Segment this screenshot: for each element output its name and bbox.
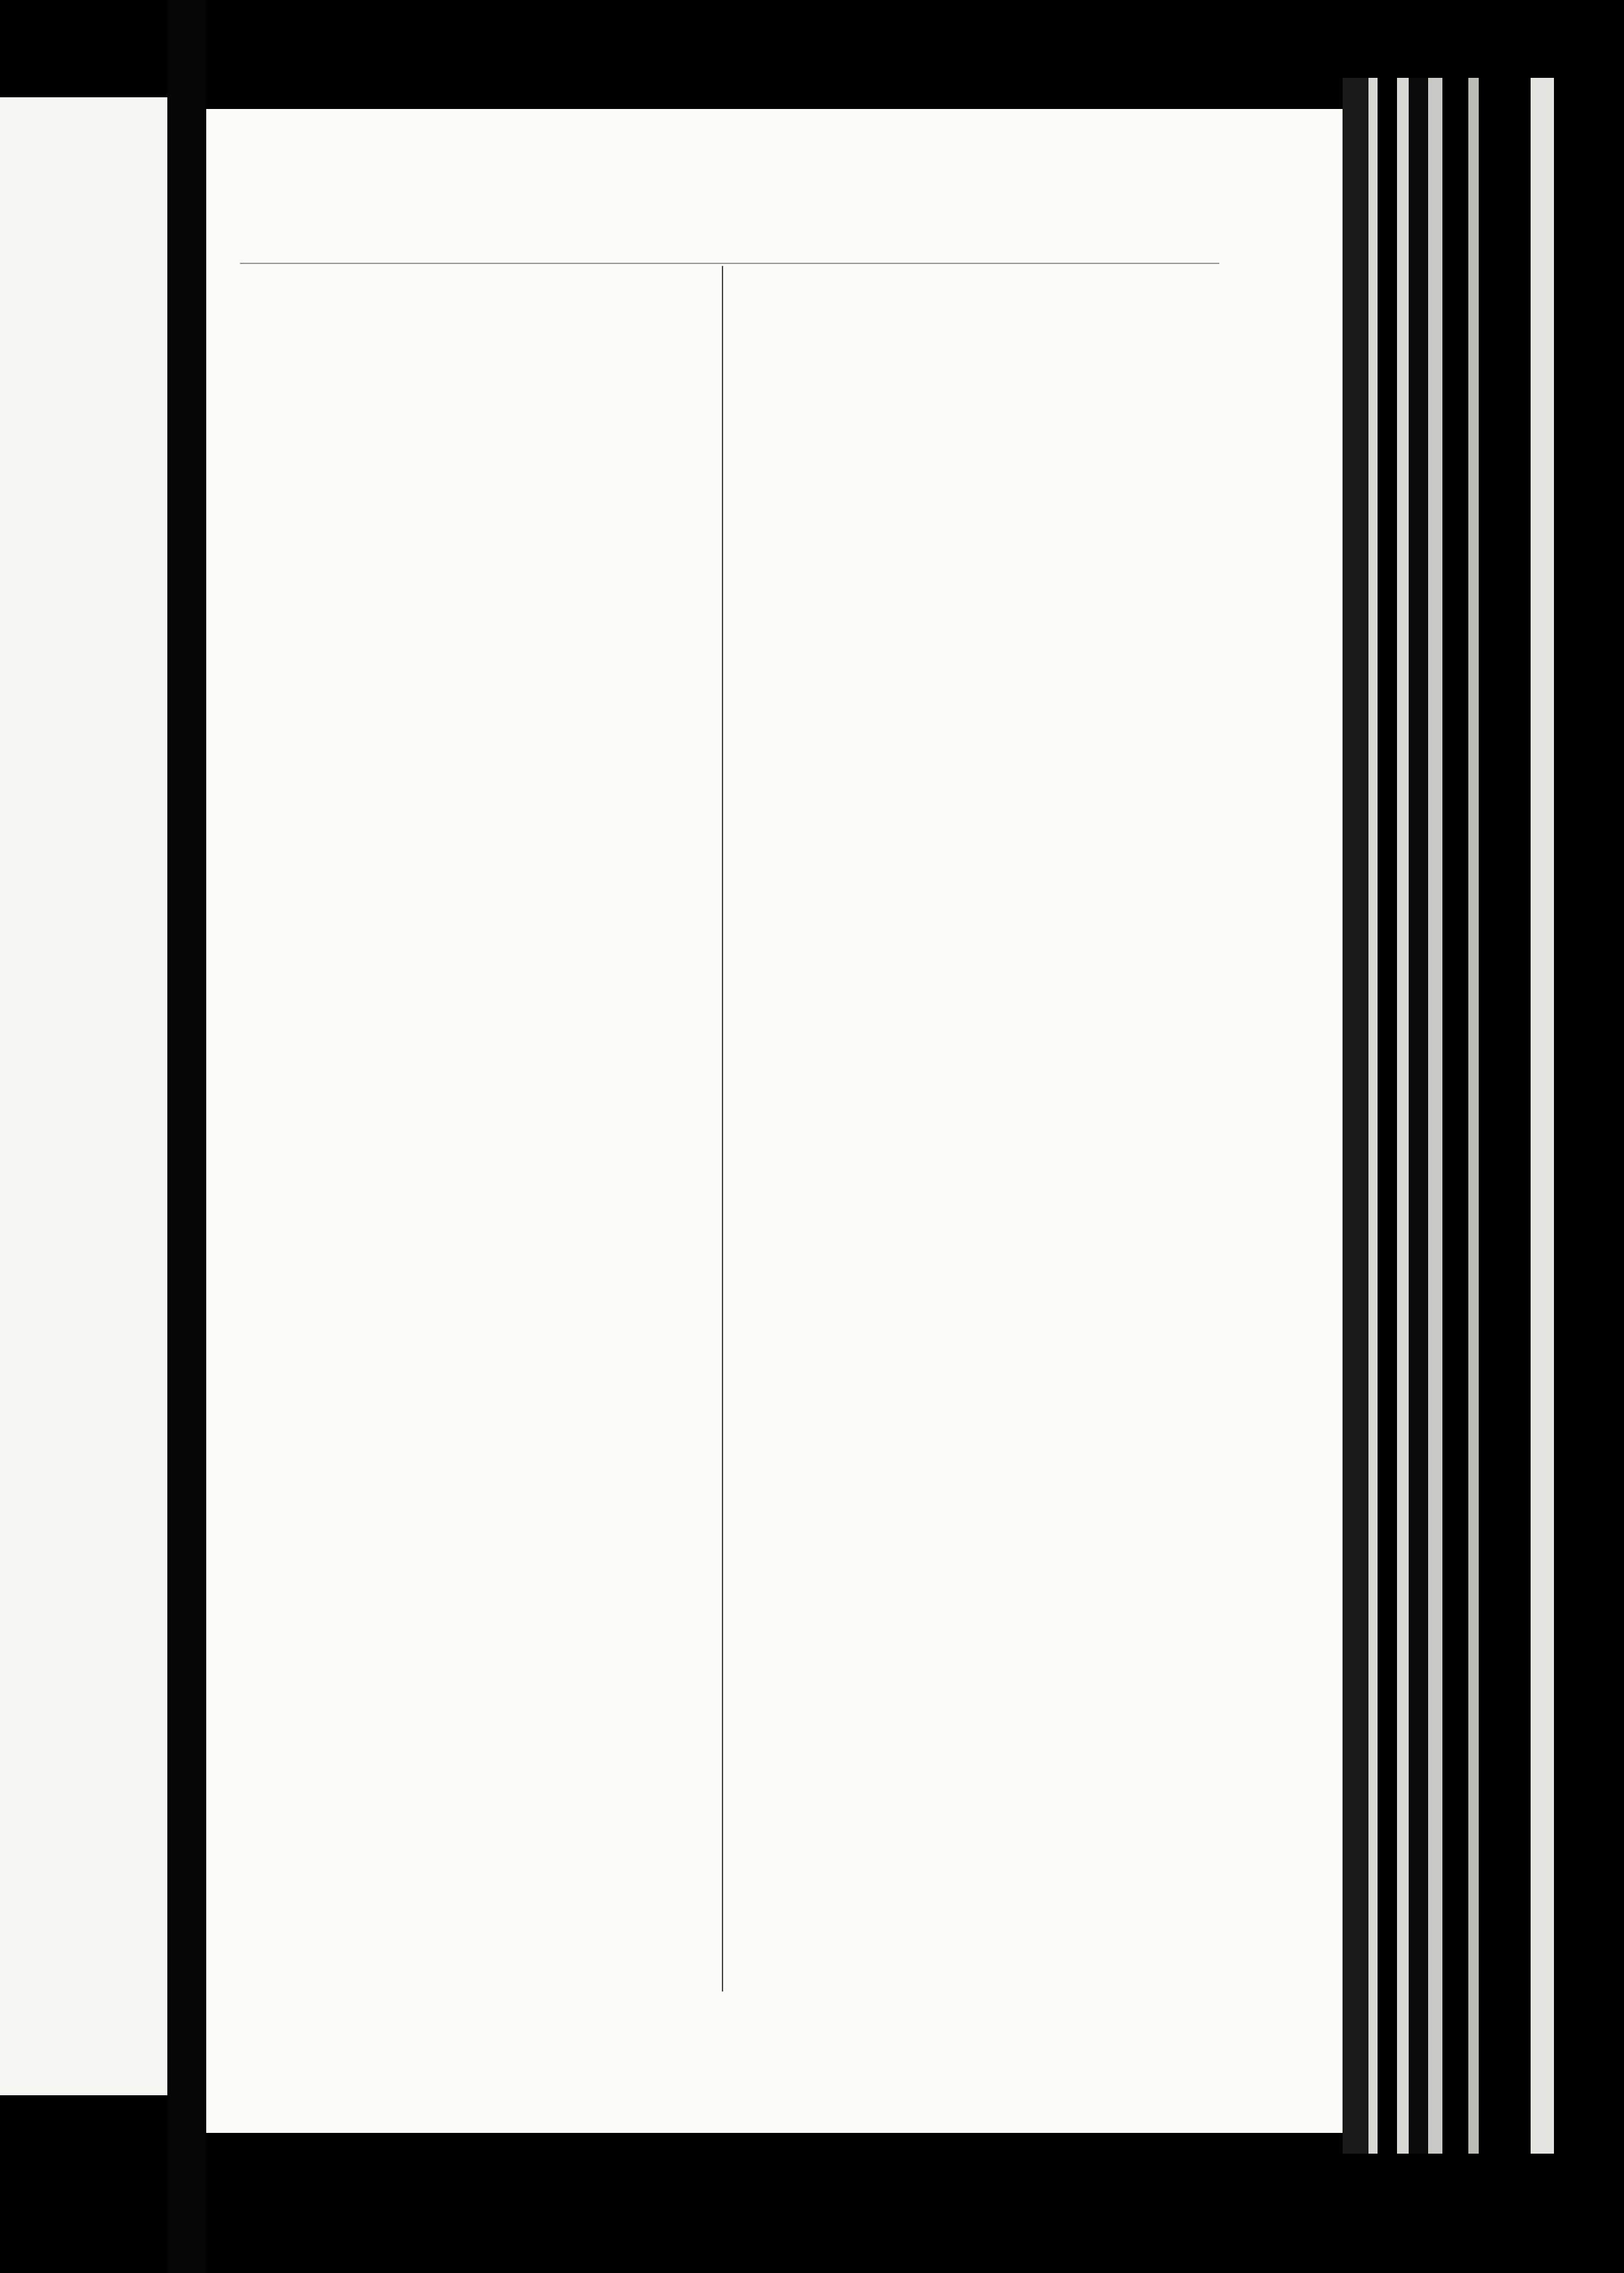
page-edge-gap	[1479, 78, 1531, 2154]
page-edge-shadow	[1343, 78, 1368, 2154]
page-edge-gap	[1554, 78, 1624, 2154]
page-edge-strip	[1428, 78, 1442, 2154]
page	[206, 109, 1343, 2133]
left-page-fragment	[0, 97, 167, 2095]
page-edge-strip	[1368, 78, 1378, 2154]
page-edge-strip	[1397, 78, 1409, 2154]
page-edge-gap	[1409, 78, 1428, 2154]
page-edge-gap	[1442, 78, 1468, 2154]
header-rule	[240, 263, 1219, 264]
page-edge-gap	[1378, 78, 1397, 2154]
book-spine	[167, 0, 206, 2273]
column-divider	[722, 266, 723, 1991]
page-edge-strip	[1468, 78, 1479, 2154]
page-edge-strip	[1531, 78, 1554, 2154]
